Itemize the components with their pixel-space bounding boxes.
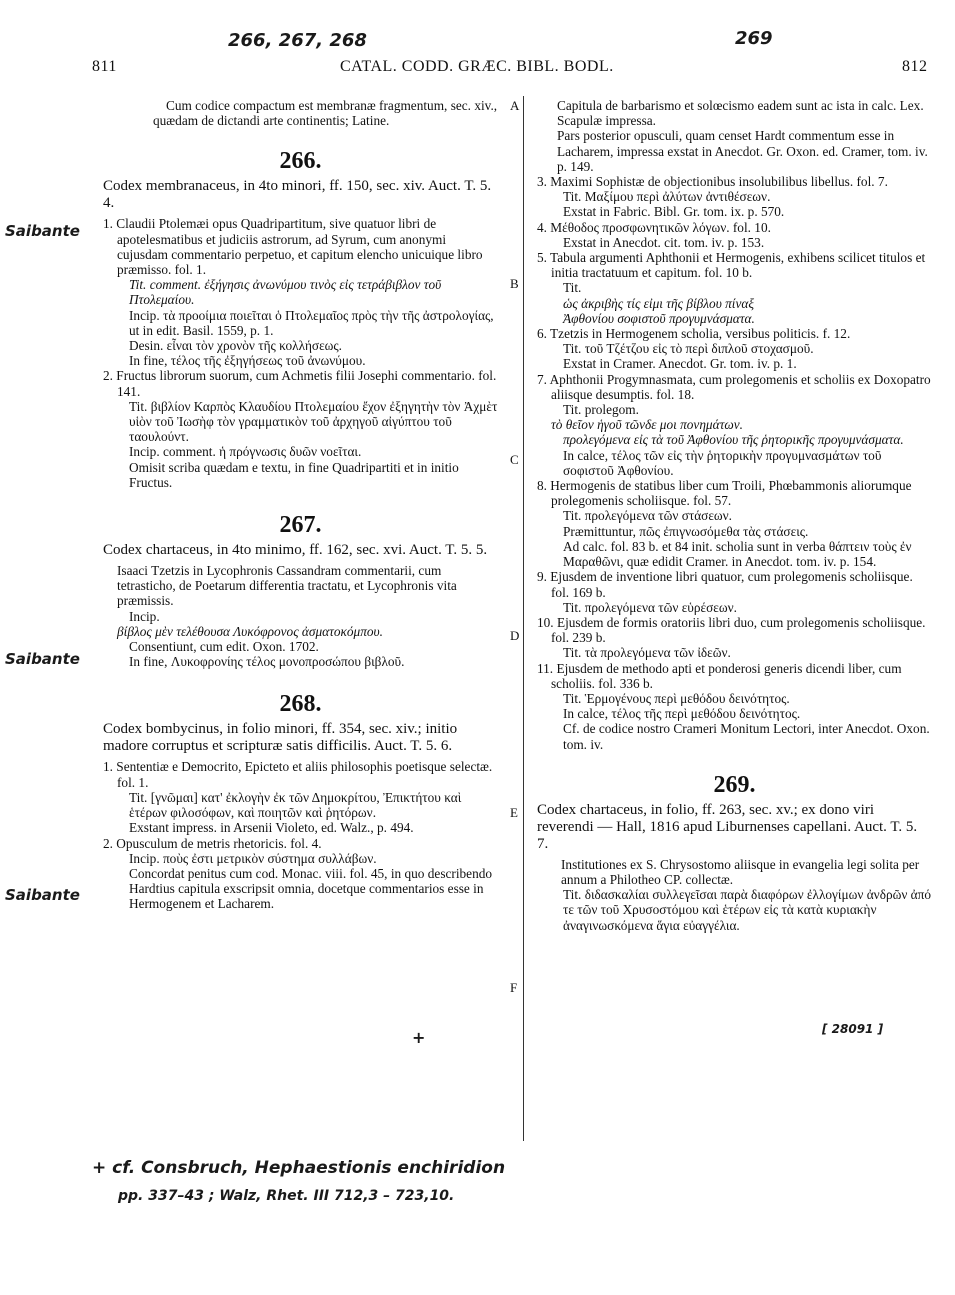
margin-letter-e: E [510, 805, 518, 820]
codex-267-number: 267. [279, 512, 322, 539]
margin-letter-d: D [510, 628, 520, 643]
codex-268-item-1: 1. Sententiæ e Democrito, Epicteto et aliis philosophis poetisque selectæ. fol. 1. [103, 759, 493, 790]
item-6: 6. Tzetzis in Hermogenem scholia, versibus politicis. f. 12. [537, 326, 851, 342]
codex-268-item-2-concordat: Concordat penitus cum cod. Monac. viii. fol. 45, in quo describendo Hardtius capitula exscripsit omnia, docetque commentarios esse in Hermogenem et Lacharem. [129, 865, 493, 912]
handwritten-catalogue-numbers: 266, 267, 268 [228, 30, 367, 51]
margin-letter-a: A [510, 98, 520, 113]
right-column [537, 98, 932, 933]
page-number-right: 812 [902, 58, 928, 75]
item-8-title: Tit. προλεγόμενα τῶν στάσεων. [563, 508, 733, 524]
codex-267-fine: In fine, Λυκοφρονίης τέλος μονοπροσώπου βιβλοῦ. [129, 654, 405, 670]
margin-note-268: Saibante [5, 886, 80, 904]
item-11: 11. Ejusdem de methodo apti et ponderosi generis dicendi liber, cum scholiis. fol. 336 b. [537, 660, 902, 691]
intro-paragraph: Cum codice compactum est membranæ fragmentum, sec. xiv., quædam de dictandi arte continentis; Latine. [153, 98, 498, 129]
cross-mark: + [412, 1028, 426, 1047]
margin-letter-f: F [510, 980, 518, 995]
codex-267-body: Isaaci Tzetzis in Lycophronis Cassandram commentarii, cum tetrasticho, de Poetarum differentia tractatu, et Lycophronis vita præmissis. [117, 563, 457, 609]
handwritten-catalogue-number-right: 269 [735, 28, 773, 49]
item-4-exstat: Exstat in Anecdot. cit. tom. iv. p. 153. [563, 234, 765, 250]
codex-266-item-1-desinit: Desin. εἶναι τὸν χρονὸν τῆς κολλήσεως. [129, 338, 342, 354]
codex-269-description: Codex chartaceus, in folio, ff. 263, sec. xv.; ex dono viri reverendi — Hall, 1816 apud Liburnenses capellani. Auct. T. 5. 7. [537, 801, 918, 852]
codex-266-item-1: 1. Claudii Ptolemæi opus Quadripartitum, sive quatuor libri de apotelesmatibus et judiciis astrorum, ad Syrum, cum anonymi cujusdam commentario perpetuo, et capitum elencho unicuique libro præmisso. fol. 1. [103, 216, 483, 278]
margin-note-267: Saibante [5, 650, 80, 668]
left-column [103, 98, 498, 912]
codex-268-description: Codex bombycinus, in folio minori, ff. 354, sec. xiv.; initio madore corruptus et scripturæ satis difficilis. Auct. T. 5. 6. [103, 721, 458, 755]
item-7-title: Tit. prolegom. [563, 402, 639, 418]
codex-268-item-2-incipit: Incip. ποὺς ἐστι μετρικὸν σύστημα συλλάβων. [129, 850, 377, 866]
item-5-greek-1: ὡς ἀκριβὴς τίς εἰμι τῆς βίβλου πίναξ [563, 295, 755, 311]
item-3-title: Tit. Μαξίμου περὶ ἀλύτων ἀντιθέσεων. [563, 189, 771, 205]
item-10: 10. Ejusdem de formis oratoriis libri duo, cum prolegomenis scholiisque. fol. 239 b. [537, 614, 926, 646]
codex-266-item-2: 2. Fructus librorum suorum, cum Achmetis filii Josephi commentario. fol. 141. [103, 368, 497, 399]
item-7-calce: In calce, τέλος τῶν εἰς τὴν ῥητορικὴν προγυμνασμάτων τοῦ σοφιστοῦ Ἀφθονίου. [563, 447, 882, 478]
item-5: 5. Tabula argumenti Aphthonii et Hermogenis, exhibens scilicet titulos et initia tractatuum et capitum. fol. 10 b. [537, 250, 926, 281]
item-11-title: Tit. Ἑρμογένους περὶ μεθόδου δεινότητος. [563, 690, 790, 706]
item-7-greek-1: τὸ θεῖον ἡγοῦ τῶνδε μοι πονημάτων. [551, 417, 743, 433]
codex-268-item-1-title: Tit. [γνῶμαι] κατ' ἐκλογὴν ἐκ τῶν Δημοκρίτου, Ἐπικτήτου καὶ ἑτέρων φιλοσόφων, καὶ ποιητῶν καὶ ῥητόρων. [129, 789, 462, 821]
item-3-exstat: Exstat in Fabric. Bibl. Gr. tom. ix. p. 570. [563, 204, 785, 220]
item-6-exstat: Exstat in Cramer. Anecdot. Gr. tom. iv. p. 1. [563, 356, 797, 372]
item-5-greek-2: Ἀφθονίου σοφιστοῦ προγυμνάσματα. [563, 310, 755, 326]
margin-note-266: Saibante [5, 222, 80, 240]
codex-269-title: Tit. διδασκαλίαι συλλεγεῖσαι παρὰ διαφόρων ἐλλογίμων ἀνδρῶν ἀπό τε τῶν τοῦ Χρυσοστόμου καὶ ἑτέρων εἰς τὰ κατὰ κυριακὴν ἀναγινωσκόμενα ἅγια εὐαγγέλια. [563, 887, 932, 933]
codex-266-number: 266. [279, 148, 322, 175]
margin-letter-b: B [510, 276, 519, 291]
codex-266-item-2-title: Tit. βιβλίον Καρπὸς Κλαυδίου Πτολεμαίου ἔχον ἐξηγητὴν τὸν Ἀχμὲτ υἱὸν τοῦ Ἰωσὴφ τὸν γραμματικὸν τοῦ ἀρχηγοῦ αἰγύπτου τοῦ ταουλούντ. [129, 398, 498, 445]
margin-letter-c: C [510, 452, 519, 467]
column-divider [523, 96, 524, 1141]
item-11-calce: In calce, τέλος τῆς περὶ μεθόδου δεινότητος. [563, 706, 801, 722]
item-6-title: Tit. τοῦ Τζέτζου εἰς τὸ περὶ διπλοῦ στοχασμοῦ. [563, 341, 814, 357]
item-7: 7. Aphthonii Progymnasmata, cum prolegomenis et scholiis ex Doxopatro aliisque desumptis. fol. 18. [537, 371, 931, 402]
codex-266-item-2-incipit: Incip. comment. ἡ πρόγνωσις δυῶν νοεῖται. [129, 444, 362, 460]
codex-269-number: 269. [713, 771, 756, 798]
item-4: 4. Μέθοδος προσφωνητικῶν λόγων. fol. 10. [537, 219, 771, 235]
codex-267-consent: Consentiunt, cum edit. Oxon. 1702. [129, 639, 319, 655]
item-9-title: Tit. προλεγόμενα τῶν εὑρέσεων. [563, 599, 737, 615]
codex-267-incipit: βίβλος μὲν τελέθουσα Λυκόφρονος ἀσματοκόμπου. [117, 623, 383, 639]
codex-266-item-1-incipit: Incip. τὰ προοίμια ποιεῖται ὁ Πτολεμαῖος πρὸς τὴν τῆς ἀστρολογίας, ut in edit. Basil. 1559, p. 1. [129, 307, 494, 338]
codex-266-item-2-note: Omisit scriba quædam e textu, in fine Quadripartiti et in initio Fructus. [129, 459, 459, 490]
codex-266-item-1-title: Tit. comment. ἐξήγησις ἀνωνύμου τινὸς εἰς τετράβιβλον τοῦ Πτολεμαίου. [129, 277, 442, 308]
codex-266-description: Codex membranaceus, in 4to minori, ff. 150, sec. xiv. Auct. T. 5. 4. [103, 178, 492, 212]
item-7-greek-2: προλεγόμενα εἰς τὰ τοῦ Ἀφθονίου τῆς ῥητορικῆς προγυμνάσματα. [563, 432, 904, 448]
item-8: 8. Hermogenis de statibus liber cum Troili, Phœbammonis aliorumque prolegomenis scholiisque. fol. 57. [537, 478, 912, 509]
item-9: 9. Ejusdem de inventione libri quatuor, cum prolegomenis scholiisque. fol. 169 b. [537, 569, 913, 600]
codex-268-item-2: 2. Opusculum de metris rhetoricis. fol. 4. [103, 835, 322, 851]
item-3: 3. Maximi Sophistæ de objectionibus insolubilibus libellus. fol. 7. [537, 174, 888, 190]
footnote-line-1: + cf. Consbruch, Hephaestionis enchiridion [92, 1158, 506, 1178]
codex-267-description: Codex chartaceus, in 4to minimo, ff. 162, sec. xvi. Auct. T. 5. 5. [103, 542, 488, 559]
shelfmark-note-269: [ 28091 ] [822, 1022, 884, 1036]
codex-268-number: 268. [279, 691, 322, 718]
item-8-praemittuntur: Præmittuntur, πῶς ἐπιγνωσόμεθα τὰς στάσεις. [563, 523, 809, 539]
page-number-left: 811 [92, 58, 117, 75]
codex-269-body: Institutiones ex S. Chrysostomo aliisque in evangelia legi solita per annum a Philotheo CP. collectæ. [561, 856, 920, 887]
footnote-line-2: pp. 337–43 ; Walz, Rhet. III 712,3 – 723,10. [118, 1188, 455, 1204]
codex-268-item-1-exstant: Exstant impress. in Arsenii Violeto, ed. Walz., p. 494. [129, 820, 414, 836]
codex-267-incipit-label: Incip. [129, 608, 160, 624]
right-paragraph-1: Capitula de barbarismo et solœcismo eadem sunt ac ista in calc. Lex. Scapulæ impressa. [557, 98, 924, 129]
right-paragraph-2: Pars posterior opusculi, quam censet Hardt commentum esse in Lacharem, impressa exstat in Anecdot. Gr. Oxon. ed. Cramer, tom. iv. p. 149. [557, 128, 928, 174]
item-11-cf: Cf. de codice nostro Crameri Monitum Lectori, inter Anecdot. Oxon. tom. iv. [563, 721, 930, 752]
item-10-title: Tit. τὰ προλεγόμενα τῶν ἰδεῶν. [563, 645, 731, 661]
running-title: CATAL. CODD. GRÆC. BIBL. BODL. [340, 58, 614, 75]
item-5-title-label: Tit. [563, 280, 582, 296]
codex-266-item-1-fine: In fine, τέλος τῆς ἐξηγήσεως τοῦ ἀνωνύμου. [129, 353, 366, 369]
item-8-ad-calcem: Ad calc. fol. 83 b. et 84 init. scholia sunt in verba θάπτειν τοὺς ἐν Μαραθῶνι, quæ edidit Cramer. in Anecdot. tom. iv. p. 154. [563, 538, 912, 570]
